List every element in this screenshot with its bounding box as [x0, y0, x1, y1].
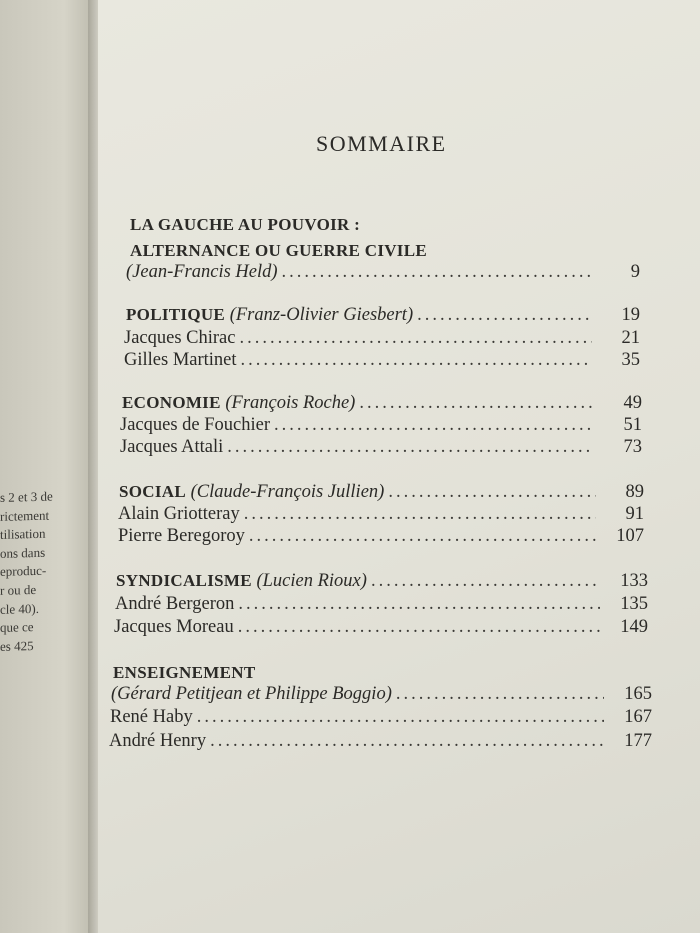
dot-leader: [238, 617, 600, 638]
toc-row: [116, 571, 648, 592]
page-number: 51: [623, 415, 642, 435]
toc-row: [118, 504, 644, 525]
section-author: (Claude-François Jullien): [190, 482, 385, 502]
dot-leader: [396, 684, 604, 705]
toc-row: [111, 684, 652, 705]
dot-leader: [227, 437, 594, 458]
toc-row: [126, 305, 640, 326]
page-number: 19: [621, 305, 640, 325]
facing-line: rictement: [0, 507, 50, 524]
entry-name: Jacques de Fouchier: [120, 415, 271, 435]
page-number: 177: [624, 731, 652, 751]
page-number: 21: [621, 328, 640, 348]
toc-row: [124, 350, 640, 371]
toc-row: [124, 328, 640, 349]
page-number: 149: [620, 617, 648, 637]
toc-row: [109, 731, 652, 752]
page-number: 133: [620, 571, 648, 591]
page-number: 107: [616, 526, 644, 546]
dot-leader: [239, 328, 592, 349]
dot-leader: [238, 594, 600, 615]
page-number: 9: [630, 262, 640, 282]
page-number: 165: [624, 684, 652, 704]
section-heading: ENSEIGNEMENT: [113, 663, 256, 682]
toc-row: [119, 482, 644, 503]
entry-name: André Bergeron: [115, 594, 235, 614]
entry-name: René Haby: [110, 707, 193, 727]
facing-line: que ce: [0, 619, 34, 636]
page-number: 89: [625, 482, 644, 502]
dot-leader: [274, 415, 594, 436]
entry-name: Jacques Chirac: [124, 328, 236, 348]
dot-leader: [359, 393, 594, 414]
toc-row: [126, 262, 640, 283]
section-author: (Lucien Rioux): [256, 571, 367, 591]
toc-row: [120, 415, 642, 436]
section-author: (Jean-Francis Held): [126, 262, 278, 282]
toc-row: [115, 594, 648, 615]
entry-name: Jacques Attali: [120, 437, 224, 457]
section-author: (François Roche): [225, 393, 356, 413]
facing-line: es 425: [0, 637, 34, 654]
toc-row: [120, 437, 642, 458]
page-number: 49: [623, 393, 642, 413]
toc-row: [118, 526, 644, 547]
toc-row: [110, 707, 652, 728]
entry-name: Gilles Martinet: [124, 350, 237, 370]
entry-name: Jacques Moreau: [114, 617, 234, 637]
dot-leader: [241, 350, 592, 371]
toc-row: [122, 393, 642, 414]
dot-leader: [210, 731, 604, 752]
section-heading: ALTERNANCE OU GUERRE CIVILE: [130, 241, 428, 260]
facing-line: eproduc-: [0, 563, 47, 580]
facing-line: r ou de: [0, 581, 37, 598]
facing-page: [0, 0, 92, 933]
facing-line: tilisation: [0, 525, 46, 543]
facing-page-text: [0, 487, 70, 656]
entry-name: André Henry: [109, 731, 207, 751]
section-heading: SOCIAL: [119, 482, 186, 501]
facing-line: s 2 et 3 de: [0, 488, 53, 505]
entry-name: Pierre Beregoroy: [118, 526, 245, 546]
section-heading: POLITIQUE: [126, 305, 226, 324]
page-number: 135: [620, 594, 648, 614]
page-number: 91: [625, 504, 644, 524]
dot-leader: [282, 262, 592, 283]
facing-line: ons dans: [0, 544, 46, 561]
dot-leader: [244, 504, 596, 525]
dot-leader: [371, 571, 600, 592]
facing-line: cle 40).: [0, 600, 39, 617]
page-number: 35: [621, 350, 640, 370]
page-title: SOMMAIRE: [316, 131, 447, 156]
page-number: 167: [624, 707, 652, 727]
section-heading: SYNDICALISME: [116, 571, 252, 590]
section-heading: ECONOMIE: [122, 393, 221, 412]
page-number: 73: [623, 437, 642, 457]
dot-leader: [249, 526, 596, 547]
dot-leader: [388, 482, 596, 503]
section-heading: LA GAUCHE AU POUVOIR :: [130, 215, 361, 234]
section-author: (Gérard Petitjean et Philippe Boggio): [111, 684, 392, 704]
entry-name: Alain Griotteray: [118, 504, 240, 524]
dot-leader: [197, 707, 604, 728]
section-author: (Franz-Olivier Giesbert): [229, 305, 414, 325]
dot-leader: [417, 305, 592, 326]
toc-row: [114, 617, 648, 638]
